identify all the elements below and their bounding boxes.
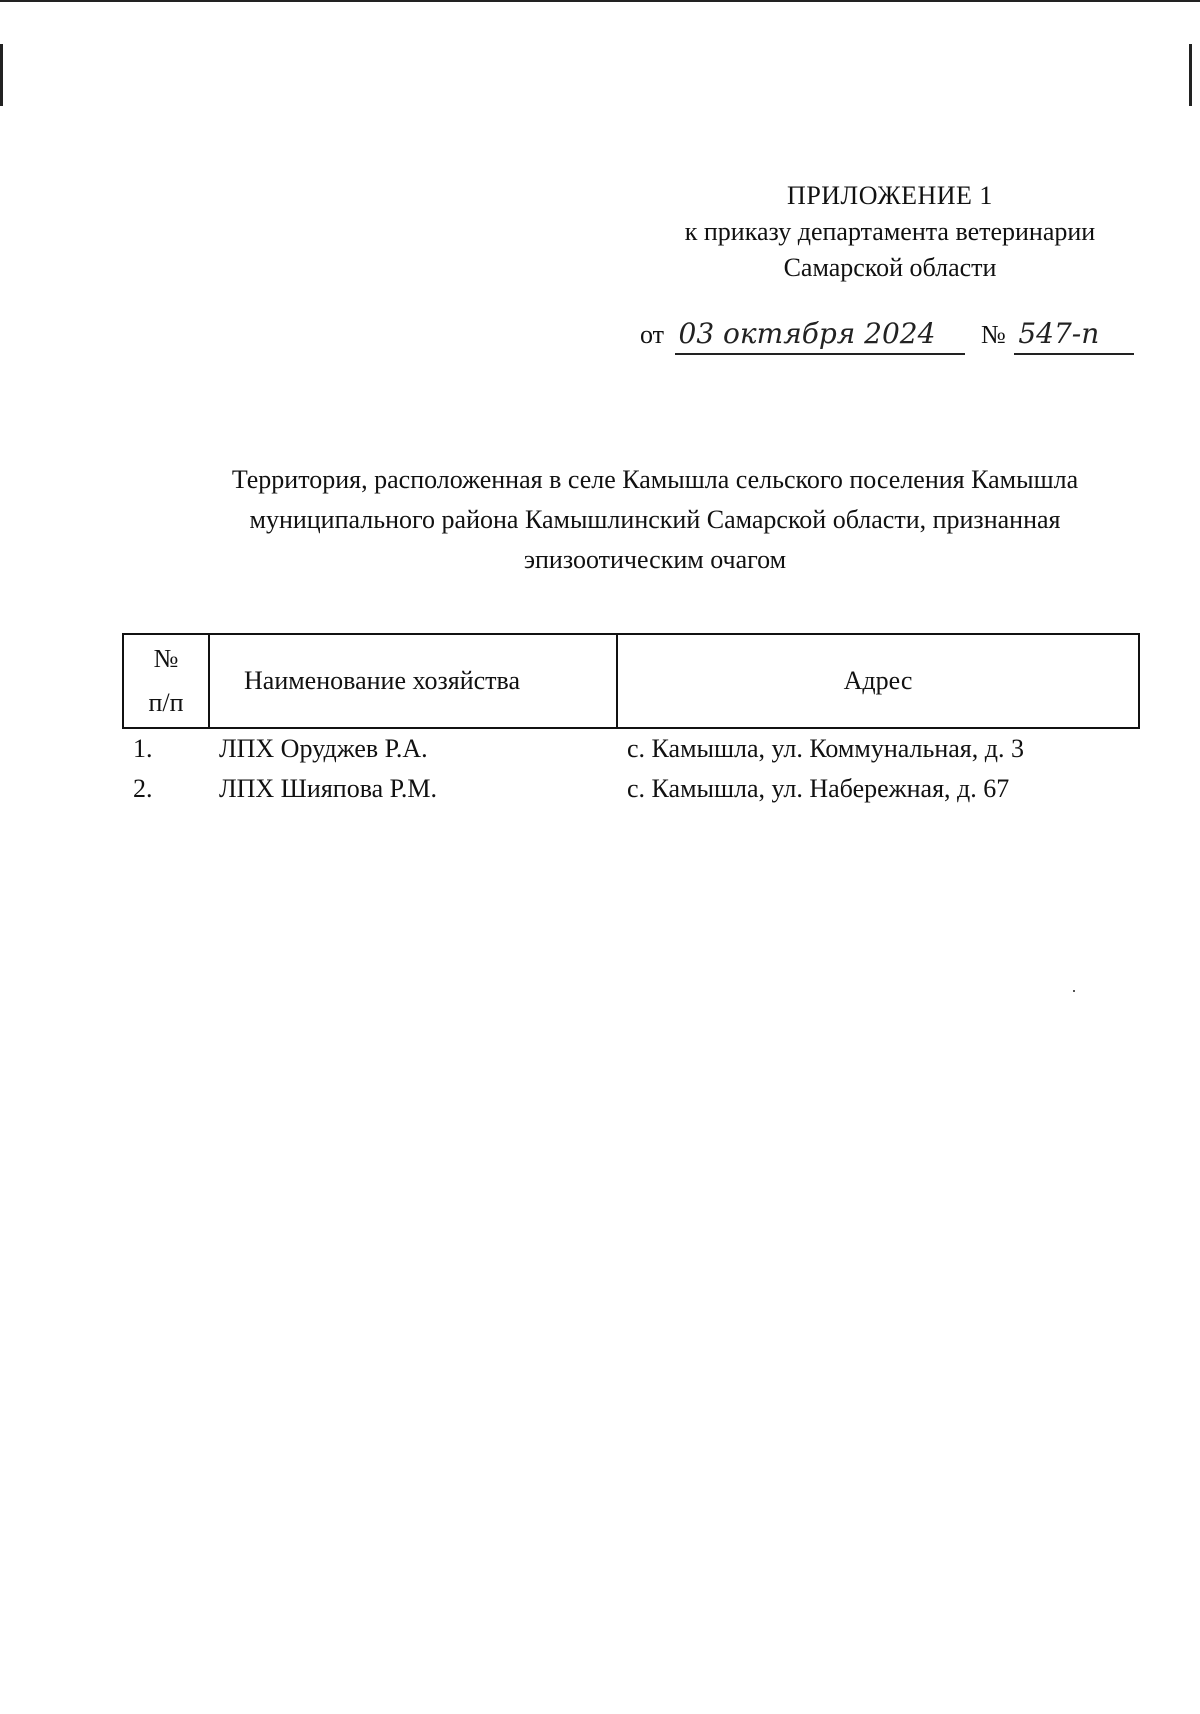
row-farm-name: ЛПХ Оруджев Р.А. — [219, 734, 428, 763]
scan-speck — [1073, 990, 1075, 992]
row-address: с. Камышла, ул. Коммунальная, д. 3 — [627, 734, 1024, 763]
header-number-line-2: п/п — [148, 688, 184, 717]
row-number: 1. — [133, 734, 153, 763]
row-address: с. Камышла, ул. Набережная, д. 67 — [627, 774, 1010, 803]
scan-edge-top — [0, 0, 1200, 2]
order-from-label: от — [640, 320, 665, 349]
scan-edge-right — [1189, 44, 1192, 106]
farms-table — [122, 633, 1140, 809]
heading-line-1: Территория, расположенная в селе Камышла сельского поселения Камышла — [231, 465, 1079, 494]
header-number — [123, 634, 209, 728]
order-date-handwritten: 03 октября 2024 — [675, 316, 965, 355]
heading-line-2: муниципального района Камышлинский Самарской области, признанная — [249, 505, 1061, 534]
scan-edge-left — [0, 44, 3, 106]
table-header-row — [123, 634, 1139, 728]
row-number: 2. — [133, 774, 153, 803]
appendix-line-1: к приказу департамента ветеринарии — [684, 217, 1096, 246]
document-heading — [150, 460, 1160, 580]
header-number-line-1: № — [153, 644, 179, 673]
order-number-handwritten: 547-п — [1014, 316, 1134, 355]
heading-line-3: эпизоотическим очагом — [523, 545, 787, 574]
table-row — [123, 769, 1139, 809]
table-row — [123, 728, 1139, 769]
header-address: Адрес — [617, 634, 1139, 728]
appendix-line-2: Самарской области — [783, 253, 997, 282]
header-farm-name: Наименование хозяйства — [209, 634, 617, 728]
appendix-title: ПРИЛОЖЕНИЕ 1 — [787, 181, 993, 210]
row-farm-name: ЛПХ Шияпова Р.М. — [219, 774, 438, 803]
order-number-label: № — [981, 320, 1006, 349]
appendix-header — [640, 178, 1140, 286]
order-reference — [640, 316, 1140, 355]
